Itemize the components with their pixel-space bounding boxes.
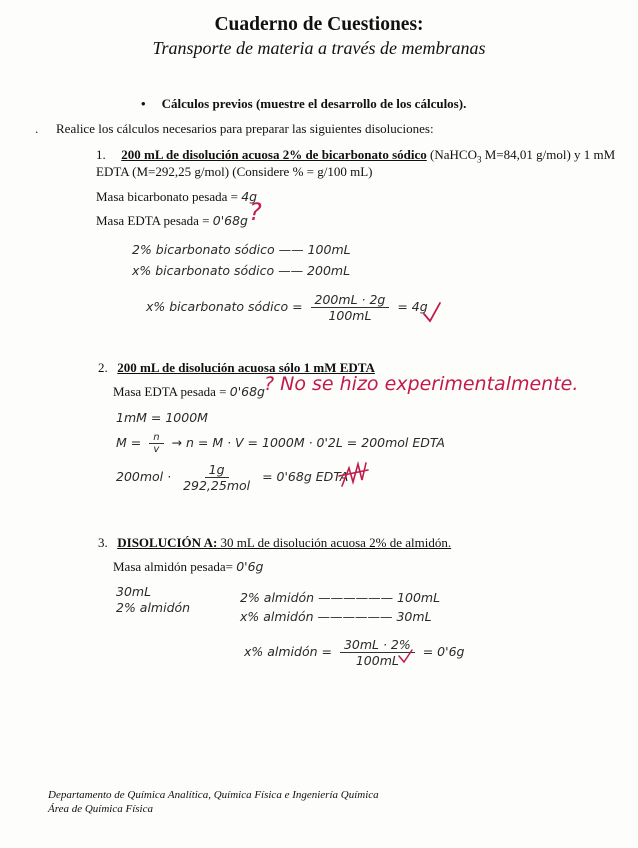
footer-department: Departamento de Química Analítica, Química Física e Ingeniería Química — [48, 789, 379, 801]
q2-scribble-icon — [339, 463, 368, 486]
question-3-result: x% almidón = $\frac{30mL \cdot 2\%}{100mL}$ = 0'6g — [244, 637, 465, 668]
question-2-line2: M = $\frac{n}{v}$ → n = M · V = 1000M · 0'2L = 200mol EDTA — [116, 432, 445, 455]
q2-edta-fraction: $\frac{1g}{\text{292,25mol}}$ — [183, 462, 251, 493]
question-2-teacher-note: ? No se hizo experimentalmente. — [264, 373, 579, 395]
question-1-work-line2: x% bicarbonato sódico —— 200mL — [132, 263, 351, 278]
question-3-number: 3. — [98, 535, 108, 550]
question-2-number: 2. — [98, 360, 108, 375]
q3-check-icon — [399, 650, 412, 662]
document-title: Cuaderno de Cuestiones: — [214, 14, 424, 35]
question-3-work-line2: x% almidón —————— 30mL — [240, 609, 432, 624]
question-3-given-percent: 2% almidón — [116, 600, 191, 615]
bullet-icon: • — [141, 96, 146, 111]
question-2-title: 200 mL de disolución acuosa sólo 1 mM EDTA — [117, 360, 375, 375]
q1-result-right: = 4g — [393, 299, 428, 314]
question-1-line2: EDTA (M=292,25 g/mol) (Considere % = g/100 mL) — [96, 164, 373, 179]
intro-text-content: Realice los cálculos necesarios para preparar las siguientes disoluciones: — [56, 121, 434, 136]
document-subtitle: Transporte de materia a través de membranas — [152, 38, 486, 58]
question-1-title: 200 mL de disolución acuosa 2% de bicarbonato sódico — [121, 147, 427, 162]
question-2-line1: 1mM = 1000M — [116, 410, 208, 425]
question-3-given-volume: 30mL — [116, 584, 152, 599]
q3-mass-value: 0'6g — [236, 559, 264, 574]
q1-check-icon — [424, 303, 440, 321]
question-1-work-line1: 2% bicarbonato sódico —— 100mL — [132, 242, 351, 257]
question-3-title-rest: 30 mL de disolución acuosa 2% de almidón. — [217, 535, 452, 550]
q2-mass-value: 0'68g — [229, 384, 265, 399]
question-1-teacher-mark: ? — [249, 198, 262, 226]
section-heading-text: Cálculos previos (muestre el desarrollo de los cálculos). — [161, 96, 467, 111]
question-1-number: 1. — [96, 147, 106, 162]
question-1-formula: (NaHCO$_3$ M=84,01 g/mol) y 1 mM — [430, 147, 616, 165]
question-3-work-line1: 2% almidón —————— 100mL — [240, 590, 441, 605]
q3-mass-label: Masa almidón pesada= — [113, 559, 237, 574]
q3-result-fraction: $\frac{30mL \cdot 2\%}{100mL}$ — [340, 637, 415, 668]
question-2-line3: 200mol · $\frac{1g}{\text{292,25mol}}$ = 0'68g EDTA — [116, 462, 349, 493]
mass-bicarb-value: 4g — [241, 189, 258, 204]
q1-result-fraction: $\frac{200mL \cdot 2g}{100mL}$ — [311, 292, 390, 323]
q2-nv-fraction: $\frac{n}{v}$ — [149, 432, 163, 455]
stray-mark-icon: . — [35, 121, 39, 136]
mass-bicarb-label: Masa bicarbonato pesada = — [96, 189, 242, 204]
question-3-title: DISOLUCIÓN A: — [117, 535, 218, 550]
mass-edta-label: Masa EDTA pesada = — [96, 213, 213, 228]
q2-mass-label: Masa EDTA pesada = — [113, 384, 230, 399]
mass-edta-value: 0'68g — [212, 213, 248, 228]
q1-result-left: x% bicarbonato sódico = — [146, 299, 307, 314]
footer-area: Área de Química Física — [48, 803, 153, 815]
